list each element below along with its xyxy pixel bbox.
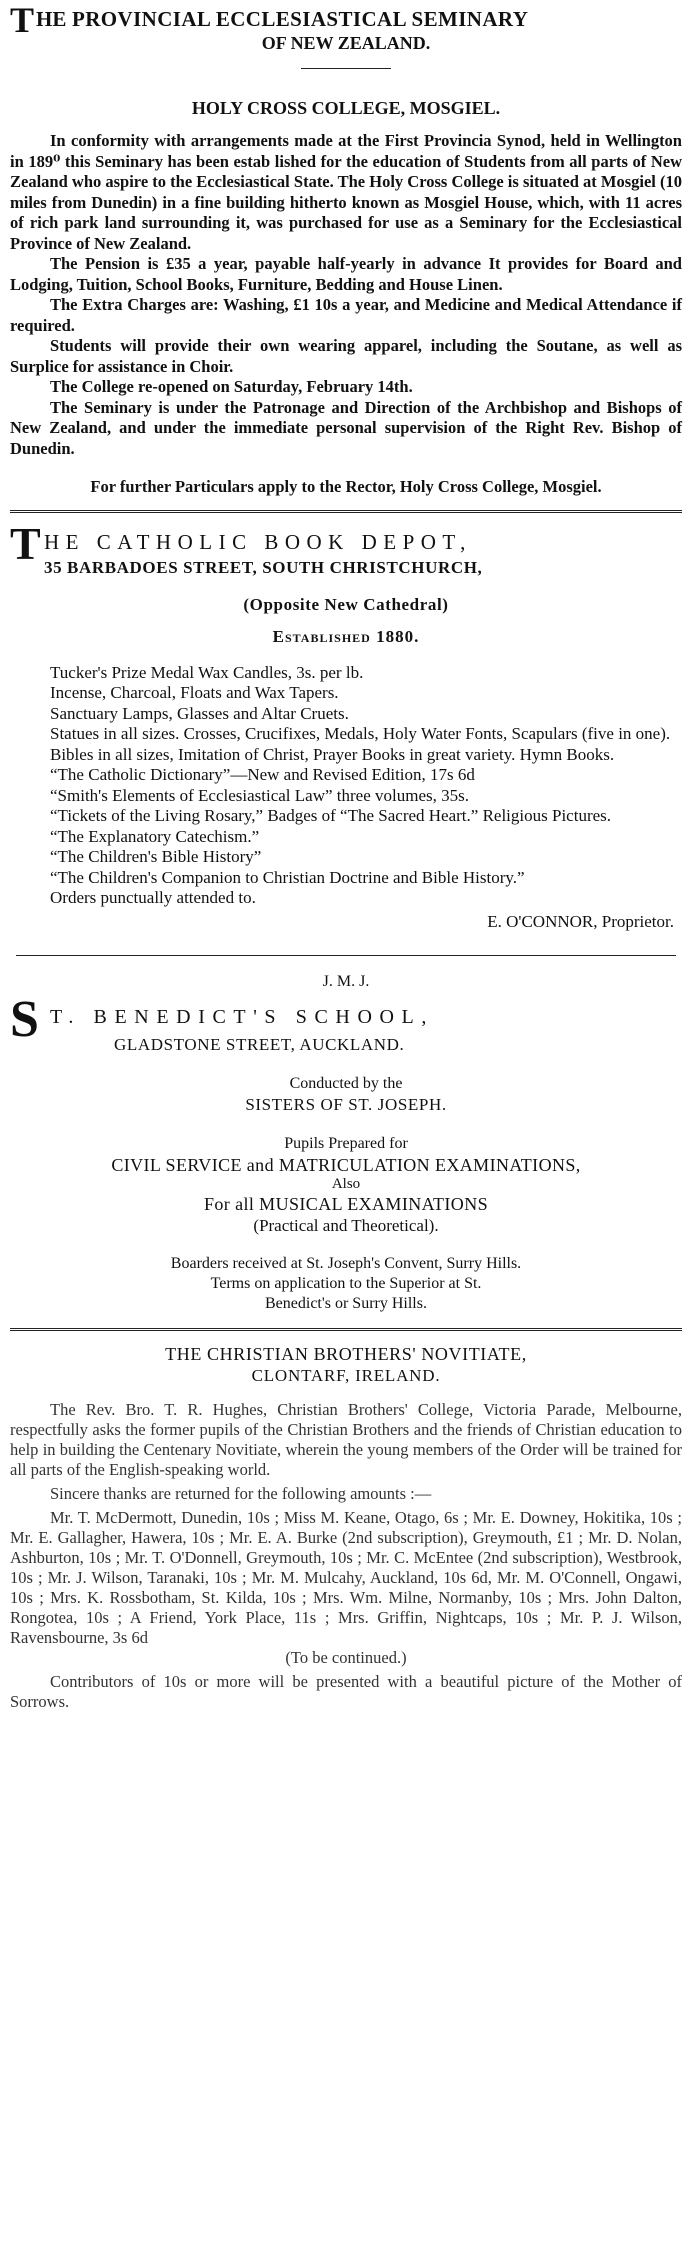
novitiate-body	[10, 1400, 682, 1712]
depot-established: Established 1880.	[272, 626, 420, 646]
benedict-address: GLADSTONE STREET, AUCKLAND.	[114, 1034, 405, 1054]
seminary-paragraph: The Seminary is under the Patronage and Direction of the Archbishop and Bishops of New Zealand, and under the immediate personal supervision of the Right Rev. Bishop of Dunedin.	[10, 397, 682, 458]
benedict-terms: Terms on application to the Superior at St.	[210, 1274, 482, 1292]
benedict-musical: For all MUSICAL EXAMINATIONS	[203, 1193, 489, 1214]
seminary-body	[10, 131, 682, 459]
benedict-title-text: T. BENEDICT'S SCHOOL,	[50, 1005, 434, 1028]
advert-column	[10, 0, 682, 1712]
seminary-advert	[10, 0, 682, 498]
benedict-sisters: SISTERS OF ST. JOSEPH.	[245, 1094, 447, 1114]
benedict-jmj: J. M. J.	[322, 972, 370, 990]
benedict-dropcap: S	[10, 990, 39, 1048]
benedict-practical: (Practical and Theoretical).	[253, 1215, 439, 1235]
seminary-title-text: PROVINCIAL ECCLESIASTICAL SEMINARY	[72, 7, 529, 31]
list-item: “Smith's Elements of Ecclesiastical Law” three volumes, 35s.	[50, 785, 469, 805]
list-item: Orders punctually attended to.	[50, 888, 256, 907]
list-item: “The Catholic Dictionary”—New and Revised Edition, 17s 6d	[50, 765, 475, 784]
benedict-pupils: Pupils Prepared for	[284, 1134, 408, 1152]
list-item: “The Children's Companion to Christian Doctrine and Bible History.”	[50, 867, 525, 887]
seminary-paragraph: The College re-opened on Saturday, February 14th.	[50, 377, 413, 396]
depot-item-list	[10, 663, 682, 909]
novitiate-intro: The Rev. Bro. T. R. Hughes, Christian Brothers' College, Victoria Parade, Melbourne, respectfully asks the former pupils of the Christian Brothers and the friends of Christian education to help in building the Centenary Novitiate, wherein the young members of the Order will be trained for all parts of the English-speaking world.	[10, 1399, 682, 1479]
depot-title-text: HE CATHOLIC BOOK DEPOT,	[44, 529, 472, 554]
benedict-terms-2: Benedict's or Surry Hills.	[265, 1294, 427, 1312]
seminary-dropcap: T	[10, 0, 35, 40]
depot-opposite: (Opposite New Cathedral)	[243, 594, 449, 614]
depot-address: 35 BARBADOES STREET, SOUTH CHRISTCHURCH,	[44, 557, 483, 577]
seminary-title	[10, 0, 682, 40]
novitiate-contributors: Contributors of 10s or more will be presented with a beautiful picture of the Mother of Sorrows.	[10, 1671, 682, 1711]
seminary-title-prefix: HE	[36, 7, 67, 31]
list-item: Bibles in all sizes, Imitation of Christ, Prayer Books in great variety. Hymn Books.	[50, 744, 615, 764]
list-item: “The Children's Bible History”	[50, 847, 262, 866]
novitiate-subtitle: CLONTARF, IRELAND.	[251, 1365, 441, 1385]
benedict-boarders: Boarders received at St. Joseph's Convent, Surry Hills.	[170, 1254, 522, 1272]
seminary-footer: For further Particulars apply to the Rector, Holy Cross College, Mosgiel.	[90, 477, 602, 496]
depot-dropcap: T	[10, 517, 41, 569]
book-depot-advert	[10, 517, 682, 933]
seminary-heading: HOLY CROSS COLLEGE, MOSGIEL.	[191, 98, 501, 118]
novitiate-amounts: Mr. T. McDermott, Dunedin, 10s ; Miss M. Keane, Otago, 6s ; Mr. E. Downey, Hokitika, 10s ; Mr. E. Gallagher, Hawera, 10s ; Mr. E. A. Burke (2nd subscription), Greymouth, £1 ; Mr. D. Nolan, Ashburton, 10s ; Mr. T. O'Donnell, Greymouth, 10s ; Mr. C. McEntee (2nd subscription), Westbrook, 10s ; Mr. J. Wilson, Taranaki, 10s ; Mr. M. Mulcahy, Auckland, 10s 6d, Mr. M. O'Connell, Ongawi, 10s ; Mrs. K. Rossbotham, St. Kilda, 10s ; Mrs. Wm. Milne, Normanby, 10s ; Mrs. John Dalton, Rongotea, 10s ; A Friend, York Place, 11s ; Mrs. Griffin, Nightcaps, 10s ; Mr. P. J. Wilson, Ravensbourne, 3s 6d	[10, 1507, 682, 1647]
seminary-paragraph: The Extra Charges are: Washing, £1 10s a year, and Medicine and Medical Attendance if required.	[10, 295, 682, 335]
depot-proprietor: E. O'CONNOR, Proprietor.	[487, 911, 674, 931]
list-item: “The Explanatory Catechism.”	[50, 826, 260, 846]
benedict-exams: CIVIL SERVICE and MATRICULATION EXAMINATIONS,	[111, 1154, 581, 1175]
list-item: “Tickets of the Living Rosary,” Badges of “The Sacred Heart.” Religious Pictures.	[50, 806, 612, 825]
list-item: Incense, Charcoal, Floats and Wax Tapers.	[50, 683, 339, 702]
novitiate-continued: (To be continued.)	[285, 1647, 407, 1667]
novitiate-advert	[10, 1343, 682, 1712]
novitiate-thanks: Sincere thanks are returned for the following amounts :—	[50, 1483, 432, 1503]
seminary-paragraph: The Pension is £35 a year, payable half-yearly in advance It provides for Board and Lodging, Tuition, School Books, Furniture, Bedding and House Linen.	[10, 254, 682, 294]
list-item: Sanctuary Lamps, Glasses and Altar Cruets.	[50, 703, 349, 723]
seminary-paragraph: Students will provide their own wearing apparel, including the Soutane, as well as Surplice for assistance in Choir.	[10, 336, 682, 376]
seminary-paragraph: In conformity with arrangements made at the First Provincia Synod, held in Wellington in 189⁰ this Seminary has been estab lished for the education of Students from all parts of New Zealand who aspire to the Ecclesiastical State. The Holy Cross College is situated at Mosgiel (10 miles from Dunedin) in a fine building hitherto known as Mosgiel House, which, with 11 acres of rich park land surrounding it, was purchased for use as a Seminary for the Ecclesiastical Province of New Zealand.	[10, 131, 682, 253]
novitiate-title: THE CHRISTIAN BROTHERS' NOVITIATE,	[165, 1343, 527, 1364]
benedict-also: Also	[331, 1175, 361, 1192]
list-item: Statues in all sizes. Crosses, Crucifixes, Medals, Holy Water Fonts, Scapulars (five in one).	[50, 724, 671, 743]
seminary-subtitle: OF NEW ZEALAND.	[261, 33, 431, 53]
benedict-conducted: Conducted by the	[289, 1074, 403, 1092]
st-benedicts-advert	[10, 972, 682, 1314]
list-item: Tucker's Prize Medal Wax Candles, 3s. per lb.	[50, 662, 364, 682]
